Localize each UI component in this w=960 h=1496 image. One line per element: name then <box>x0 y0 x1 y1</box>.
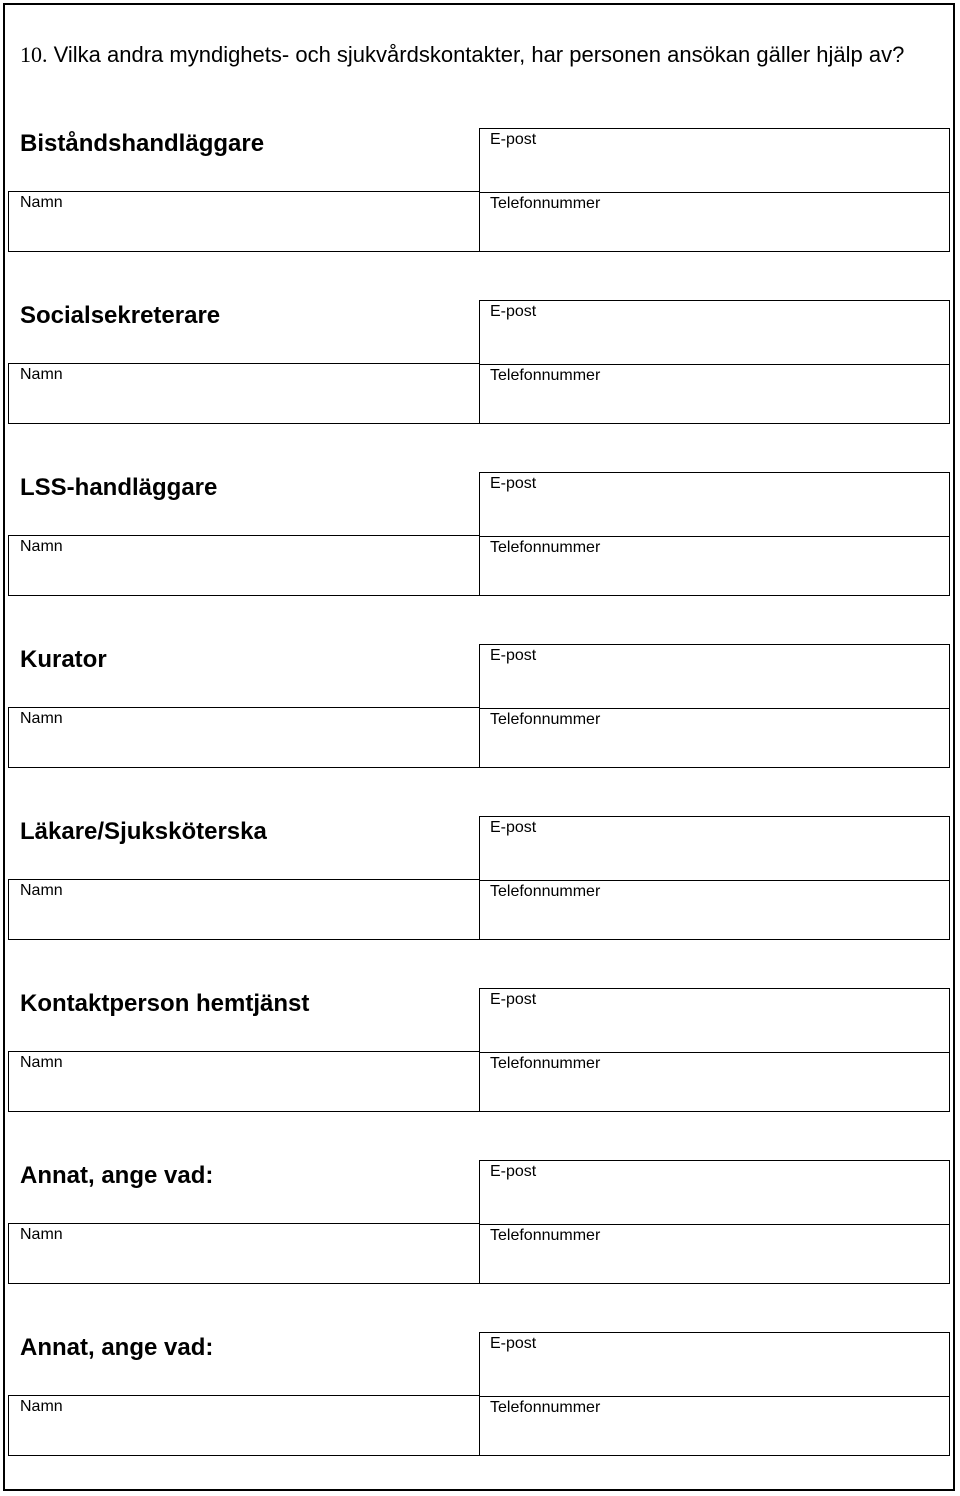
name-box <box>8 879 480 940</box>
phone-field[interactable] <box>490 1249 940 1281</box>
contact-details-box <box>479 1332 950 1456</box>
phone-label: Telefonnummer <box>490 1055 601 1072</box>
divider <box>480 1396 949 1397</box>
name-label: Namn <box>20 882 63 899</box>
phone-label: Telefonnummer <box>490 539 601 556</box>
contact-title: Annat, ange vad: <box>20 1334 214 1361</box>
contact-block-kontaktperson-hemtjanst <box>8 988 950 1112</box>
email-field[interactable] <box>490 325 940 359</box>
phone-label: Telefonnummer <box>490 195 601 212</box>
phone-field[interactable] <box>490 561 940 593</box>
name-field[interactable] <box>20 1248 470 1280</box>
question-heading <box>20 40 940 69</box>
phone-label: Telefonnummer <box>490 711 601 728</box>
divider <box>480 536 949 537</box>
contact-block-lss-handlaggare <box>8 472 950 596</box>
contact-title: Kontaktperson hemtjänst <box>20 990 310 1017</box>
email-label: E-post <box>490 131 537 148</box>
name-field[interactable] <box>20 388 470 420</box>
name-field[interactable] <box>20 1420 470 1452</box>
contact-title: Socialsekreterare <box>20 302 221 329</box>
contact-details-box <box>479 988 950 1112</box>
phone-label: Telefonnummer <box>490 883 601 900</box>
phone-field[interactable] <box>490 217 940 249</box>
name-label: Namn <box>20 366 63 383</box>
contact-details-box <box>479 472 950 596</box>
divider <box>480 880 949 881</box>
contact-details-box <box>479 644 950 768</box>
phone-label: Telefonnummer <box>490 367 601 384</box>
name-label: Namn <box>20 1054 63 1071</box>
divider <box>480 1052 949 1053</box>
phone-field[interactable] <box>490 1421 940 1453</box>
email-label: E-post <box>490 303 537 320</box>
email-field[interactable] <box>490 841 940 875</box>
contact-title: Kurator <box>20 646 107 673</box>
phone-field[interactable] <box>490 905 940 937</box>
email-field[interactable] <box>490 153 940 187</box>
contact-block-bistandshandlaggare <box>8 128 950 252</box>
email-field[interactable] <box>490 1185 940 1219</box>
contact-block-annat-1 <box>8 1160 950 1284</box>
email-label: E-post <box>490 647 537 664</box>
name-label: Namn <box>20 194 63 211</box>
name-label: Namn <box>20 1398 63 1415</box>
contact-block-annat-2 <box>8 1332 950 1456</box>
name-box <box>8 363 480 424</box>
name-label: Namn <box>20 710 63 727</box>
divider <box>480 192 949 193</box>
divider <box>480 1224 949 1225</box>
contact-block-lakare-sjukskoterska <box>8 816 950 940</box>
contact-title: Biståndshandläggare <box>20 130 265 157</box>
name-label: Namn <box>20 1226 63 1243</box>
divider <box>480 708 949 709</box>
name-field[interactable] <box>20 904 470 936</box>
name-field[interactable] <box>20 732 470 764</box>
contact-title: Läkare/Sjuksköterska <box>20 818 267 845</box>
contact-title: Annat, ange vad: <box>20 1162 214 1189</box>
name-box <box>8 191 480 252</box>
divider <box>480 364 949 365</box>
name-box <box>8 1051 480 1112</box>
phone-field[interactable] <box>490 389 940 421</box>
name-box <box>8 707 480 768</box>
contact-details-box <box>479 300 950 424</box>
email-field[interactable] <box>490 1013 940 1047</box>
name-field[interactable] <box>20 216 470 248</box>
name-field[interactable] <box>20 1076 470 1108</box>
contact-block-kurator <box>8 644 950 768</box>
phone-label: Telefonnummer <box>490 1399 601 1416</box>
email-field[interactable] <box>490 669 940 703</box>
email-label: E-post <box>490 991 537 1008</box>
contact-title: LSS-handläggare <box>20 474 218 501</box>
email-label: E-post <box>490 475 537 492</box>
name-field[interactable] <box>20 560 470 592</box>
contact-details-box <box>479 816 950 940</box>
name-box <box>8 1223 480 1284</box>
contact-details-box <box>479 128 950 252</box>
phone-field[interactable] <box>490 733 940 765</box>
question-text: Vilka andra myndighets- och sjukvårdskontakter, har personen ansökan gäller hjälp av? <box>47 42 905 67</box>
contact-block-socialsekreterare <box>8 300 950 424</box>
email-label: E-post <box>490 819 537 836</box>
phone-field[interactable] <box>490 1077 940 1109</box>
question-number: 10. <box>20 42 48 67</box>
email-field[interactable] <box>490 1357 940 1391</box>
name-box <box>8 535 480 596</box>
name-label: Namn <box>20 538 63 555</box>
phone-label: Telefonnummer <box>490 1227 601 1244</box>
email-field[interactable] <box>490 497 940 531</box>
contact-details-box <box>479 1160 950 1284</box>
email-label: E-post <box>490 1335 537 1352</box>
email-label: E-post <box>490 1163 537 1180</box>
name-box <box>8 1395 480 1456</box>
